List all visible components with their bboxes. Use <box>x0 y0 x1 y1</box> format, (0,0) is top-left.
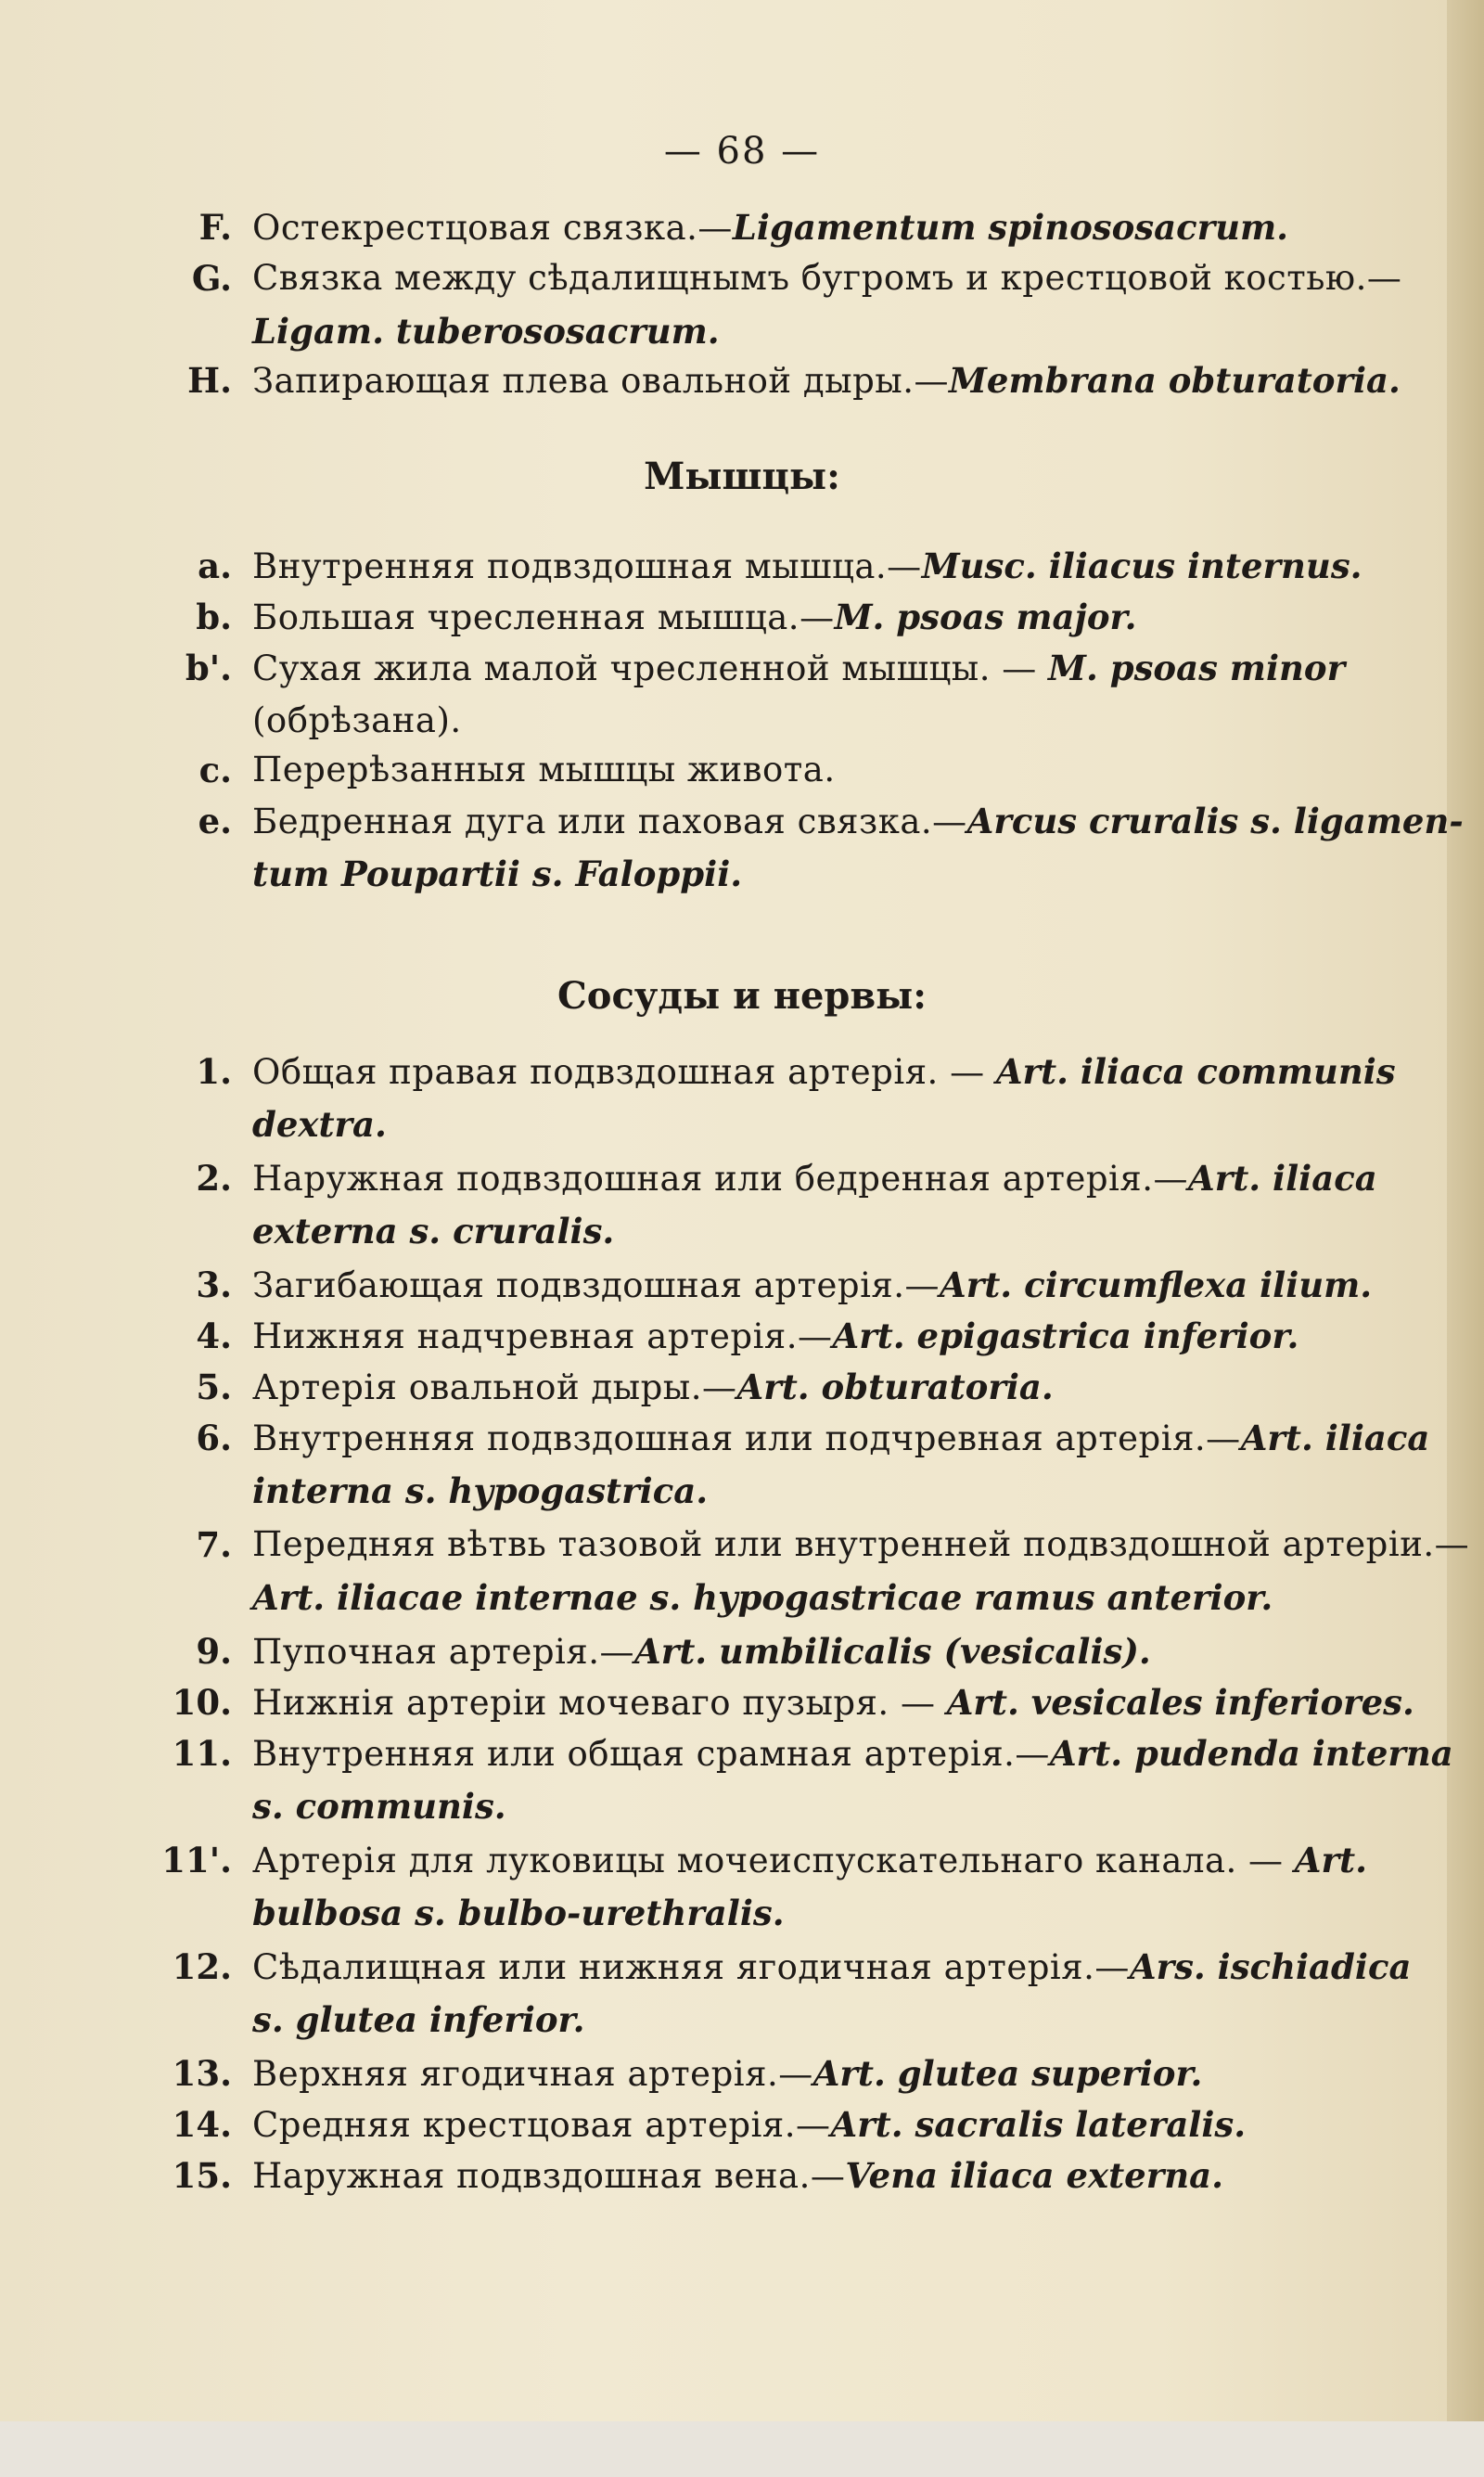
russian-term: Внутренняя или общая срамная артерія.— <box>252 1734 1050 1774</box>
item-line <box>252 848 1484 901</box>
item-label: 11. <box>172 1733 232 1774</box>
latin-term: Art. iliaca communis <box>995 1051 1396 1092</box>
russian-term: Бедренная дуга или паховая связка.— <box>252 802 967 841</box>
russian-term: Внутренняя подвздошная или подчревная артерія.— <box>252 1418 1241 1458</box>
latin-term: Art. epigastrica inferior. <box>832 1316 1299 1356</box>
latin-term: Art. pudenda interna <box>1049 1733 1453 1774</box>
latin-term: Art. circumflexa ilium. <box>940 1264 1373 1305</box>
item-line <box>252 1259 1484 1312</box>
item-line <box>252 1046 1484 1098</box>
russian-term: Запирающая плева овальной дыры.— <box>252 361 949 401</box>
latin-term: bulbosa s. bulbo-urethralis. <box>252 1893 785 1933</box>
russian-term: Наружная подвздошная или бедренная артерія.— <box>252 1159 1188 1199</box>
russian-term: Перерѣзанныя мышцы живота. <box>252 750 836 789</box>
item-label: a. <box>198 545 232 586</box>
item-line <box>252 642 1484 695</box>
item-label: 11'. <box>161 1840 232 1880</box>
muscles-heading: Мышцы: <box>644 455 840 498</box>
latin-term: s. communis. <box>252 1786 506 1827</box>
russian-term: Артерія для луковицы мочеиспускательнаго канала. — <box>252 1841 1295 1880</box>
russian-term: Сѣдалищная или нижняя ягодичная артерія.— <box>252 1947 1130 1987</box>
latin-term: Arcus cruralis s. ligamen- <box>966 801 1464 841</box>
russian-term: Наружная подвздошная вена.— <box>252 2156 846 2196</box>
russian-term: Общая правая подвздошная артерія. — <box>252 1052 996 1092</box>
item-line <box>252 354 1484 407</box>
russian-term: (обрѣзана). <box>252 700 462 740</box>
item-label: 5. <box>196 1367 232 1407</box>
item-label: b. <box>196 597 232 637</box>
item-label: 10. <box>172 1682 232 1723</box>
item-label: 2. <box>196 1158 232 1199</box>
latin-term: M. psoas minor <box>1048 648 1346 688</box>
item-label: 15. <box>172 2155 232 2196</box>
item-line <box>252 2150 1484 2202</box>
latin-term: Vena iliaca externa. <box>845 2155 1223 2196</box>
item-label: 1. <box>196 1051 232 1092</box>
vessels-heading: Сосуды и нервы: <box>556 974 928 1018</box>
latin-term: tum Poupartii s. Faloppii. <box>252 853 743 894</box>
item-line <box>252 540 1484 593</box>
russian-term: Остекрестцовая связка.— <box>252 208 733 248</box>
russian-term: Передняя вѣтвь тазовой или внутренней подвздошной артеріи.— <box>252 1524 1470 1564</box>
latin-term: Art. <box>1294 1840 1367 1880</box>
latin-term: Art. sacralis lateralis. <box>830 2104 1247 2145</box>
page-number: — 68 — <box>663 130 821 173</box>
latin-term: Art. iliacae internae s. hypogastricae ramus anterior. <box>252 1577 1273 1618</box>
latin-term: interna s. hypogastrica. <box>252 1470 709 1511</box>
item-line <box>252 695 1484 747</box>
item-line <box>252 591 1484 644</box>
item-label: 9. <box>196 1631 232 1672</box>
latin-term: Membrana obturatoria. <box>948 360 1401 401</box>
latin-term: Art. iliaca <box>1188 1158 1377 1199</box>
item-label: 4. <box>196 1316 232 1356</box>
russian-term: Внутренняя подвздошная мышца.— <box>252 546 922 586</box>
item-line <box>252 1412 1484 1465</box>
item-line <box>252 201 1484 254</box>
item-label: G. <box>191 258 232 299</box>
item-label: 3. <box>196 1264 232 1305</box>
item-line <box>252 1834 1484 1887</box>
latin-term: Musc. iliacus internus. <box>921 545 1362 586</box>
item-line <box>252 1941 1484 1994</box>
item-line <box>252 1676 1484 1729</box>
latin-term: Art. umbilicalis (vesicalis). <box>634 1631 1151 1672</box>
item-line <box>252 252 1484 304</box>
item-line <box>252 1310 1484 1363</box>
latin-term: s. glutea inferior. <box>252 1999 585 2040</box>
item-line <box>252 1361 1484 1414</box>
item-line <box>252 1465 1484 1518</box>
latin-term: Art. vesicales inferiores. <box>946 1682 1414 1723</box>
russian-term: Нижняя надчревная артерія.— <box>252 1316 833 1356</box>
russian-term: Сухая жила малой чресленной мышцы. — <box>252 648 1049 688</box>
russian-term: Связка между сѣдалищнымъ бугромъ и крестцовой костью.— <box>252 258 1402 298</box>
item-line <box>252 1625 1484 1678</box>
latin-term: M. psoas major. <box>834 597 1137 637</box>
item-label: F. <box>198 207 232 248</box>
item-label: 13. <box>172 2053 232 2094</box>
item-line <box>252 2047 1484 2100</box>
russian-term: Нижнія артеріи мочеваго пузыря. — <box>252 1683 947 1723</box>
item-line <box>252 1205 1484 1258</box>
russian-term: Верхняя ягодичная артерія.— <box>252 2054 813 2094</box>
item-line <box>252 2098 1484 2151</box>
latin-term: externa s. cruralis. <box>252 1211 615 1251</box>
item-line <box>252 305 1484 358</box>
item-label: 6. <box>196 1418 232 1458</box>
item-line <box>252 795 1484 848</box>
item-label: 7. <box>196 1524 232 1565</box>
russian-term: Артерія овальной дыры.— <box>252 1367 737 1407</box>
russian-term: Загибающая подвздошная артерія.— <box>252 1265 940 1305</box>
russian-term: Средняя крестцовая артерія.— <box>252 2105 831 2145</box>
item-label: b'. <box>185 648 232 688</box>
latin-term: Ars. ischiadica <box>1129 1946 1412 1987</box>
latin-term: Art. glutea superior. <box>812 2053 1203 2094</box>
item-label: H. <box>187 360 232 401</box>
item-line <box>252 1994 1484 2047</box>
latin-term: Ligamentum spinososacrum. <box>732 207 1289 248</box>
item-label: c. <box>198 750 232 790</box>
item-label: e. <box>198 801 232 841</box>
latin-term: Art. obturatoria. <box>736 1367 1054 1407</box>
item-line <box>252 1887 1484 1940</box>
item-line <box>252 1727 1484 1780</box>
item-line <box>252 1152 1484 1205</box>
latin-term: Ligam. tuberososacrum. <box>252 311 720 352</box>
latin-term: dextra. <box>252 1104 387 1145</box>
item-line <box>252 1519 1484 1571</box>
latin-term: Art. iliaca <box>1240 1418 1430 1458</box>
item-label: 14. <box>172 2104 232 2145</box>
item-label: 12. <box>172 1946 232 1987</box>
scan-margin <box>0 2421 1484 2477</box>
item-line <box>252 1572 1484 1624</box>
item-line <box>252 1098 1484 1151</box>
item-line <box>252 1780 1484 1833</box>
item-line <box>252 744 1484 796</box>
russian-term: Пупочная артерія.— <box>252 1632 634 1672</box>
russian-term: Большая чресленная мышца.— <box>252 597 835 637</box>
